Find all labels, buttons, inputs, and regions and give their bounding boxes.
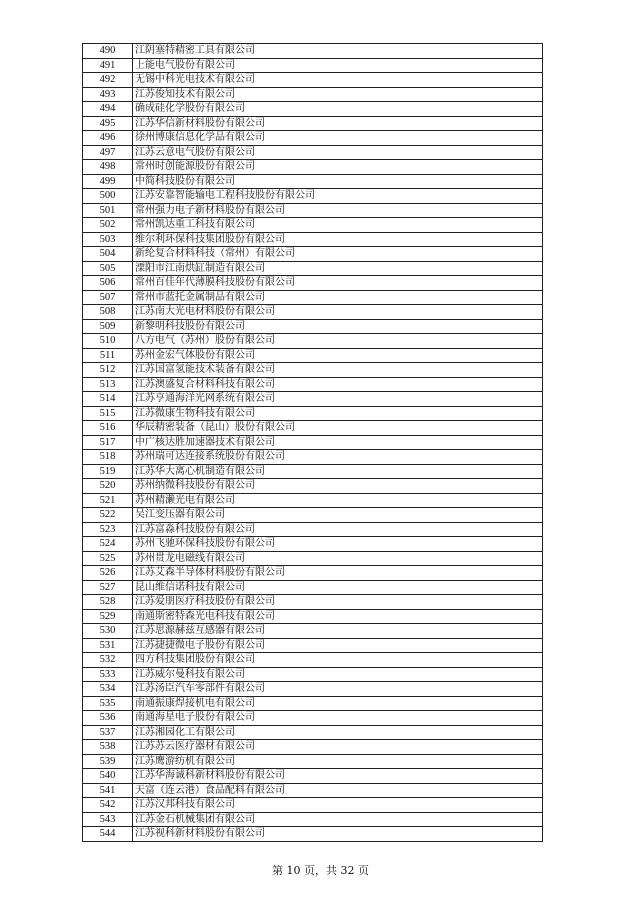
- company-name-cell: 新纶复合材料科技（常州）有限公司: [133, 247, 543, 262]
- row-number-cell: 490: [83, 44, 133, 59]
- table-row: [83, 174, 543, 189]
- company-name-cell: 江苏华海诚科新材料股份有限公司: [133, 769, 543, 784]
- table-body: [83, 44, 543, 842]
- company-name-cell: 中广核达胜加速器技术有限公司: [133, 435, 543, 450]
- company-name-cell: 江苏华大离心机制造有限公司: [133, 464, 543, 479]
- table-row: [83, 58, 543, 73]
- row-number-cell: 496: [83, 131, 133, 146]
- company-name-cell: 新黎明科技股份有限公司: [133, 319, 543, 334]
- company-name-cell: 江苏俊知技术有限公司: [133, 87, 543, 102]
- table-row: [83, 247, 543, 262]
- table-row: [83, 754, 543, 769]
- row-number-cell: 501: [83, 203, 133, 218]
- table-row: [83, 479, 543, 494]
- table-row: [83, 624, 543, 639]
- table-row: [83, 334, 543, 349]
- row-number-cell: 534: [83, 682, 133, 697]
- company-name-cell: 溧阳市江南烘缸制造有限公司: [133, 261, 543, 276]
- company-name-cell: 苏州瑞可达连接系统股份有限公司: [133, 450, 543, 465]
- table-row: [83, 667, 543, 682]
- row-number-cell: 538: [83, 740, 133, 755]
- table-row: [83, 725, 543, 740]
- company-name-cell: 江苏爱朋医疗科技股份有限公司: [133, 595, 543, 610]
- table-row: [83, 218, 543, 233]
- table-row: [83, 131, 543, 146]
- row-number-cell: 544: [83, 827, 133, 842]
- company-name-cell: 南通振康焊接机电有限公司: [133, 696, 543, 711]
- company-name-cell: 江苏捷捷微电子股份有限公司: [133, 638, 543, 653]
- row-number-cell: 527: [83, 580, 133, 595]
- table-row: [83, 609, 543, 624]
- row-number-cell: 535: [83, 696, 133, 711]
- row-number-cell: 508: [83, 305, 133, 320]
- company-name-cell: 江苏苏云医疗器材有限公司: [133, 740, 543, 755]
- company-name-cell: 江苏鹰游纺机有限公司: [133, 754, 543, 769]
- row-number-cell: 507: [83, 290, 133, 305]
- table-row: [83, 203, 543, 218]
- table-row: [83, 769, 543, 784]
- row-number-cell: 532: [83, 653, 133, 668]
- table-row: [83, 232, 543, 247]
- table-row: [83, 783, 543, 798]
- table-row: [83, 493, 543, 508]
- table-row: [83, 348, 543, 363]
- company-name-cell: 华辰精密装备（昆山）股份有限公司: [133, 421, 543, 436]
- company-name-cell: 江苏金石机械集团有限公司: [133, 812, 543, 827]
- table-row: [83, 566, 543, 581]
- company-name-cell: 上能电气股份有限公司: [133, 58, 543, 73]
- row-number-cell: 509: [83, 319, 133, 334]
- row-number-cell: 493: [83, 87, 133, 102]
- table-row: [83, 508, 543, 523]
- row-number-cell: 533: [83, 667, 133, 682]
- table-row: [83, 522, 543, 537]
- row-number-cell: 498: [83, 160, 133, 175]
- company-name-cell: 江苏威尔曼科技有限公司: [133, 667, 543, 682]
- company-name-cell: 南通海星电子股份有限公司: [133, 711, 543, 726]
- row-number-cell: 505: [83, 261, 133, 276]
- table-row: [83, 73, 543, 88]
- row-number-cell: 514: [83, 392, 133, 407]
- row-number-cell: 510: [83, 334, 133, 349]
- table-row: [83, 44, 543, 59]
- company-name-cell: 常州凯达重工科技有限公司: [133, 218, 543, 233]
- row-number-cell: 531: [83, 638, 133, 653]
- company-name-cell: 八方电气（苏州）股份有限公司: [133, 334, 543, 349]
- company-name-cell: 江苏亨通海洋光网系统有限公司: [133, 392, 543, 407]
- row-number-cell: 512: [83, 363, 133, 378]
- table-row: [83, 276, 543, 291]
- row-number-cell: 511: [83, 348, 133, 363]
- table-row: [83, 102, 543, 117]
- table-row: [83, 653, 543, 668]
- table-row: [83, 421, 543, 436]
- company-list-table: [82, 43, 543, 842]
- company-name-cell: 江苏国富氢能技术装备有限公司: [133, 363, 543, 378]
- company-name-cell: 天富（连云港）食品配料有限公司: [133, 783, 543, 798]
- row-number-cell: 529: [83, 609, 133, 624]
- table-row: [83, 116, 543, 131]
- table-row: [83, 711, 543, 726]
- company-name-cell: 江阴塞特精密工具有限公司: [133, 44, 543, 59]
- table-row: [83, 377, 543, 392]
- row-number-cell: 539: [83, 754, 133, 769]
- table-row: [83, 595, 543, 610]
- company-name-cell: 常州市蓝托金属制品有限公司: [133, 290, 543, 305]
- table-row: [83, 319, 543, 334]
- table-row: [83, 798, 543, 813]
- row-number-cell: 491: [83, 58, 133, 73]
- table-row: [83, 406, 543, 421]
- table-row: [83, 464, 543, 479]
- company-name-cell: 苏州飞驰环保科技股份有限公司: [133, 537, 543, 552]
- company-name-cell: 江苏南大光电材料股份有限公司: [133, 305, 543, 320]
- table-row: [83, 740, 543, 755]
- table-row: [83, 450, 543, 465]
- company-name-cell: 苏州精濑光电有限公司: [133, 493, 543, 508]
- row-number-cell: 503: [83, 232, 133, 247]
- row-number-cell: 506: [83, 276, 133, 291]
- row-number-cell: 540: [83, 769, 133, 784]
- company-name-cell: 确成硅化学股份有限公司: [133, 102, 543, 117]
- company-list-table-wrapper: [82, 43, 542, 842]
- row-number-cell: 519: [83, 464, 133, 479]
- table-row: [83, 363, 543, 378]
- company-name-cell: 江苏汤臣汽车零部件有限公司: [133, 682, 543, 697]
- row-number-cell: 537: [83, 725, 133, 740]
- row-number-cell: 530: [83, 624, 133, 639]
- company-name-cell: 苏州纳微科技股份有限公司: [133, 479, 543, 494]
- row-number-cell: 526: [83, 566, 133, 581]
- row-number-cell: 523: [83, 522, 133, 537]
- row-number-cell: 524: [83, 537, 133, 552]
- table-row: [83, 435, 543, 450]
- company-name-cell: 江苏思源赫兹互感器有限公司: [133, 624, 543, 639]
- table-row: [83, 580, 543, 595]
- row-number-cell: 517: [83, 435, 133, 450]
- row-number-cell: 541: [83, 783, 133, 798]
- row-number-cell: 521: [83, 493, 133, 508]
- page-footer: 第 10 页，共 32 页: [272, 864, 369, 877]
- row-number-cell: 520: [83, 479, 133, 494]
- company-name-cell: 维尔利环保科技集团股份有限公司: [133, 232, 543, 247]
- row-number-cell: 522: [83, 508, 133, 523]
- company-name-cell: 常州百佳年代薄膜科技股份有限公司: [133, 276, 543, 291]
- company-name-cell: 吴江变压器有限公司: [133, 508, 543, 523]
- row-number-cell: 495: [83, 116, 133, 131]
- table-row: [83, 305, 543, 320]
- table-row: [83, 551, 543, 566]
- company-name-cell: 南通斯密特森光电科技有限公司: [133, 609, 543, 624]
- row-number-cell: 513: [83, 377, 133, 392]
- company-name-cell: 苏州贯龙电磁线有限公司: [133, 551, 543, 566]
- company-name-cell: 江苏汉邦科技有限公司: [133, 798, 543, 813]
- table-row: [83, 537, 543, 552]
- row-number-cell: 525: [83, 551, 133, 566]
- row-number-cell: 504: [83, 247, 133, 262]
- company-name-cell: 江苏云意电气股份有限公司: [133, 145, 543, 160]
- row-number-cell: 502: [83, 218, 133, 233]
- row-number-cell: 515: [83, 406, 133, 421]
- company-name-cell: 江苏富淼科技股份有限公司: [133, 522, 543, 537]
- company-name-cell: 江苏微康生物科技有限公司: [133, 406, 543, 421]
- row-number-cell: 499: [83, 174, 133, 189]
- row-number-cell: 542: [83, 798, 133, 813]
- row-number-cell: 500: [83, 189, 133, 204]
- company-name-cell: 江苏艾森半导体材料股份有限公司: [133, 566, 543, 581]
- company-name-cell: 江苏华信新材料股份有限公司: [133, 116, 543, 131]
- table-row: [83, 290, 543, 305]
- table-row: [83, 145, 543, 160]
- company-name-cell: 苏州金宏气体股份有限公司: [133, 348, 543, 363]
- company-name-cell: 徐州博康信息化学品有限公司: [133, 131, 543, 146]
- company-name-cell: 江苏湘园化工有限公司: [133, 725, 543, 740]
- row-number-cell: 516: [83, 421, 133, 436]
- company-name-cell: 无锡中科光电技术有限公司: [133, 73, 543, 88]
- table-row: [83, 189, 543, 204]
- row-number-cell: 494: [83, 102, 133, 117]
- row-number-cell: 497: [83, 145, 133, 160]
- table-row: [83, 87, 543, 102]
- table-row: [83, 682, 543, 697]
- table-row: [83, 638, 543, 653]
- row-number-cell: 528: [83, 595, 133, 610]
- row-number-cell: 492: [83, 73, 133, 88]
- table-row: [83, 160, 543, 175]
- row-number-cell: 543: [83, 812, 133, 827]
- company-name-cell: 中简科技股份有限公司: [133, 174, 543, 189]
- company-name-cell: 昆山维信诺科技有限公司: [133, 580, 543, 595]
- row-number-cell: 536: [83, 711, 133, 726]
- company-name-cell: 江苏澳盛复合材料科技有限公司: [133, 377, 543, 392]
- row-number-cell: 518: [83, 450, 133, 465]
- company-name-cell: 四方科技集团股份有限公司: [133, 653, 543, 668]
- table-row: [83, 827, 543, 842]
- company-name-cell: 常州时创能源股份有限公司: [133, 160, 543, 175]
- company-name-cell: 常州强力电子新材料股份有限公司: [133, 203, 543, 218]
- table-row: [83, 696, 543, 711]
- table-row: [83, 812, 543, 827]
- table-row: [83, 261, 543, 276]
- company-name-cell: 江苏安靠智能输电工程科技股份有限公司: [133, 189, 543, 204]
- company-name-cell: 江苏视科新材料股份有限公司: [133, 827, 543, 842]
- table-row: [83, 392, 543, 407]
